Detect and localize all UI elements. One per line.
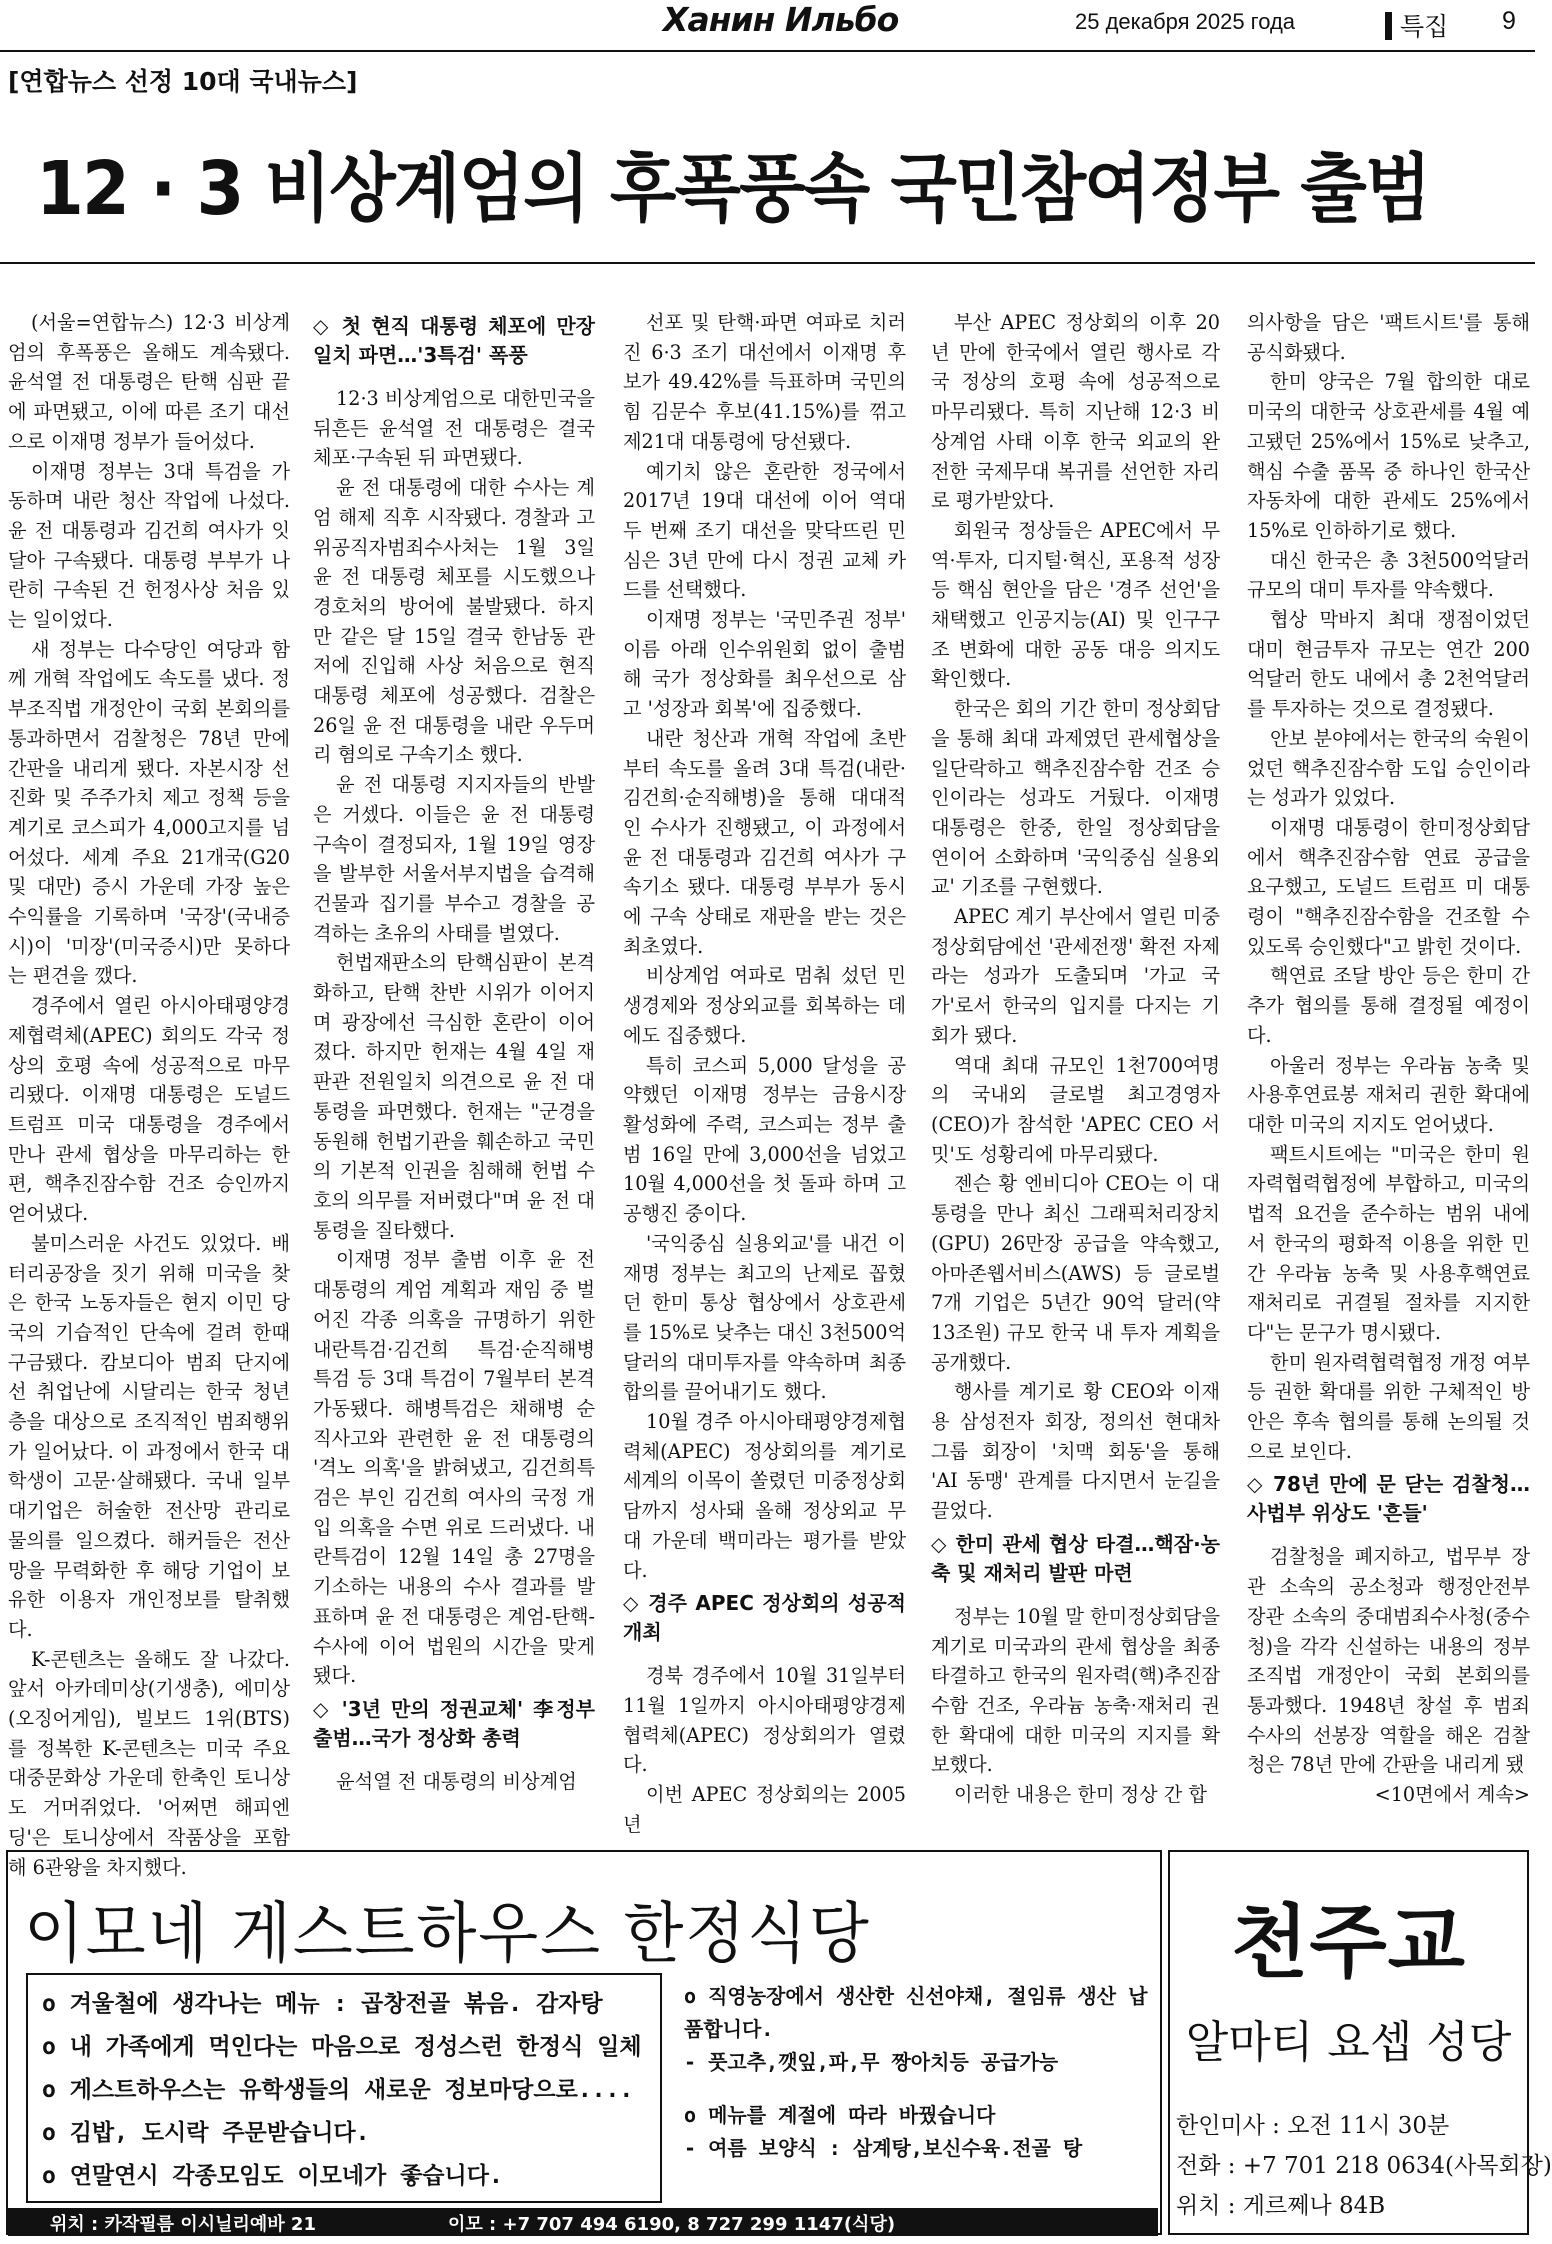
article-paragraph: 경북 경주에서 10월 31일부터 11월 1일까지 아시아태평양경제협력체(APEC) 정상회의가 열렸다. [623,1664,906,1777]
article-paragraph: '국익중심 실용외교'를 내건 이재명 정부는 최고의 난제로 꼽혔던 한미 통상 협상에서 상호관세를 15%로 낮추는 대신 3천500억 달러의 대미투자를 약속하며 최종 합의를 끌어내기도 했다. [623,1231,906,1404]
article-column-1 [8,308,290,1879]
article-paragraph: 선포 및 탄핵·파면 여파로 치러진 6·3 조기 대선에서 이재명 후보가 49.42%를 득표하며 국민의힘 김문수 후보(41.15%)를 꺾고 제21대 대통령에 당선됐다. [623,311,906,453]
article-paragraph: 윤 전 대통령 지지자들의 반발은 거셌다. 이들은 윤 전 대통령 구속이 결정되자, 1월 19일 영장을 발부한 서울서부지법을 습격해 건물과 집기를 부수고 경찰을 공격하는 초유의 사태를 벌였다. [313,773,595,945]
menu-item: o 연말연시 각종모임도 이모네가 좋습니다. [42,2163,503,2189]
restaurant-menu-box [26,1973,662,2203]
continued-note: <10면에서 계속> [1374,1783,1530,1807]
restaurant-location: 위치 : 카작필름 이시닐리예바 21 [50,2214,316,2235]
article-column-3 [623,308,906,1836]
issue-date: 25 декабря 2025 года [1075,9,1296,34]
church-ad-title: 천주교 [1231,1896,1466,1989]
article-paragraph: 예기치 않은 혼란한 정국에서 2017년 19대 대선에 이어 역대 두 번째 조기 대선을 맞닥뜨린 민심은 3년 만에 다시 정권 교체 카드를 선택했다. [623,459,906,602]
subheading: ◇ '3년 만의 정권교체' 李정부 출범…국가 정상화 총력 [313,1696,595,1750]
kicker: [연합뉴스 선정 10대 국내뉴스] [8,67,358,96]
restaurant-phone: 이모 : +7 707 494 6190, 8 727 299 1147(식당) [448,2214,896,2235]
subheading: ◇ 첫 현직 대통령 체포에 만장일치 파면…'3특검' 폭풍 [313,314,595,367]
farm-item: o 직영농장에서 생산한 신선야채, 절임류 생산 납품합니다. [684,1984,1148,2041]
article-paragraph: 윤석열 전 대통령의 비상계엄 [336,1769,577,1793]
article-column-4 [931,308,1220,1828]
article-paragraph: 한국은 회의 기간 한미 정상회담을 통해 최대 과제였던 관세협상을 일단락하고 핵추진잠수함 건조 승인이라는 성과도 거뒀다. 이재명 대통령은 한중, 한일 정상회담을 연이어 소화하며 '국익중심 실용외교' 기조를 구현했다. [931,697,1220,899]
article-column-5 [1247,308,1530,1828]
article-paragraph: 이재명 정부 출범 이후 윤 전 대통령의 계엄 계획과 재임 중 벌어진 각종 의혹을 규명하기 위한 내란특검·김건희 특검·순직해병 특검 등 3대 특검이 7월부터 본격 가동됐다. 해병특검은 채해병 순직사고와 관련한 윤 전 대통령의 '격노 의혹'을 밝혀냈고, 김건희특검은 부인 김건희 여사의 국정 개입 의혹을 수면 위로 드러냈다. 내란특검이 12월 14일 총 27명을 기소하는 내용의 수사 결과를 발표하며 윤 전 대통령은 계엄-탄핵-수사에 이어 법원의 시간을 맞게 됐다. [313,1248,595,1688]
article-paragraph: 불미스러운 사건도 있었다. 배터리공장을 짓기 위해 미국을 찾은 한국 노동자들은 현지 이민 당국의 기습적인 단속에 걸려 한때 구금됐다. 캄보디아 범죄 단지에선 취업난에 시달리는 한국 청년층을 대상으로 조직적인 범죄행위가 일어났다. 이 과정에서 한국 대학생이 고문·살해됐다. 국내 일부 대기업은 허술한 전산망 관리로 물의를 일으켰다. 해커들은 전산망을 무력화한 후 해당 기업이 보유한 이용자 개인정보를 탈취했다. [8,1231,290,1641]
article-paragraph: 행사를 계기로 황 CEO와 이재용 삼성전자 회장, 정의선 현대차그룹 회장이 '치맥 회동'을 통해 'AI 동맹' 관계를 다지면서 눈길을 끌었다. [931,1380,1220,1523]
subheading: ◇ 78년 만에 문 닫는 검찰청…사법부 위상도 '흔들' [1247,1472,1530,1526]
menu-item: o 게스트하우스는 유학생들의 새로운 정보마당으로.... [42,2077,634,2103]
article-paragraph: 12·3 비상계엄으로 대한민국을 뒤흔든 윤석열 전 대통령은 결국 체포·구속된 뒤 파면됐다. [313,387,595,470]
article-paragraph: 이재명 정부는 '국민주권 정부' 이름 아래 인수위원회 없이 출범해 국가 정상화를 최우선으로 삼고 '성장과 회복'에 집중했다. [623,608,906,721]
restaurant-farm-info [684,1980,1154,2165]
article-paragraph: 10월 경주 아시아태평양경제협력체(APEC) 정상회의를 계기로 세계의 이목이 쏠렸던 미중정상회담까지 성사돼 올해 정상외교 무대 가운데 백미라는 평가를 받았다. [623,1410,906,1582]
article-paragraph: 헌법재판소의 탄핵심판이 본격화하고, 탄핵 찬반 시위가 이어지며 광장에선 극심한 혼란이 이어졌다. 하지만 헌재는 4월 4일 재판관 전원일치 의견으로 윤 전 대통령을 파면했다. 헌재는 "군경을 동원해 헌법기관을 훼손하고 국민의 기본적 인권을 침해해 헌법 수호의 의무를 저버렸다"며 윤 전 대통령을 질타했다. [313,951,595,1242]
church-phone: 전화 : +7 701 218 0634(사목회장) [1176,2153,1552,2179]
headline: 12 · 3 비상계엄의 후폭풍속 국민참여정부 출범 [36,146,1430,232]
restaurant-contact-bar [8,2208,1158,2236]
farm-subitem: - 여름 보양식 : 삼계탕,보신수육.전골 탕 [684,2136,1083,2160]
article-paragraph: K-콘텐츠는 올해도 잘 나갔다. 앞서 아카데미상(기생충), 에미상(오징어게임), 빌보드 1위(BTS)를 정복한 K-콘텐츠는 미국 주요 대중문화상 가운데 한축인 토니상도 거머쥐었다. '어쩌면 해피엔딩'은 토니상에서 작품상을 포함해 6관왕을 차지했다. [8,1647,290,1879]
article-paragraph: 의사항을 담은 '팩트시트'를 통해 공식화됐다. [1247,311,1530,364]
article-paragraph: 핵연료 조달 방안 등은 한미 간 추가 협의를 통해 결정될 예정이다. [1247,964,1530,1047]
farm-item: o 메뉴를 계절에 따라 바꿨습니다 [684,2103,996,2127]
church-name: 알마티 요셉 성당 [1185,2017,1512,2068]
section-marker-bar [1385,12,1392,40]
page-number: 9 [1502,7,1516,35]
article-paragraph: 윤 전 대통령에 대한 수사는 계엄 해제 직후 시작됐다. 경찰과 고위공직자범죄수사처는 1월 3일 윤 전 대통령 체포를 시도했으나 경호처의 방어에 불발됐다. 하지만 같은 달 15일 결국 한남동 관저에 진입해 사상 처음으로 현직 대통령 체포에 성공했다. 검찰은 26일 윤 전 대통령을 내란 우두머리 혐의로 구속기소 했다. [313,476,595,767]
article-paragraph: 정부는 10월 말 한미정상회담을 계기로 미국과의 관세 협상을 최종 타결하고 한국의 원자력(핵)추진잠수함 건조, 우라늄 농축·재처리 권한 확대에 대한 미국의 지지를 확보했다. [931,1604,1220,1777]
restaurant-ad-title: 이모네 게스트하우스 한정식당 [24,1895,871,1972]
article-paragraph: 아울러 정부는 우라늄 농축 및 사용후연료봉 재처리 권한 확대에 대한 미국의 지지도 얻어냈다. [1247,1053,1530,1136]
masthead: Ханин Ильбо [663,0,899,39]
farm-subitem: - 풋고추,깻잎,파,무 짱아치등 공급가능 [684,2050,1059,2074]
article-paragraph: 안보 분야에서는 한국의 숙원이었던 핵추진잠수함 도입 승인이라는 성과가 있었다. [1247,726,1530,810]
article-paragraph: 검찰청을 폐지하고, 법무부 장관 소속의 공소청과 행정안전부 장관 소속의 중대범죄수사청(중수청)을 각각 신설하는 내용의 정부조직법 개정안이 국회 본회의를 통과했다. 1948년 창설 후 범죄 수사의 선봉장 역할을 해온 검찰청은 78년 만에 간판을 내리게 됐 [1247,1545,1530,1777]
mass-time: 한인미사 : 오전 11시 30분 [1176,2113,1450,2139]
church-location: 위치 : 게르쩨나 84B [1176,2193,1386,2219]
menu-item: o 겨울철에 생각나는 메뉴 : 곱창전골 볶음. 감자탕 [42,1991,603,2017]
menu-item: o 김밥, 도시락 주문받습니다. [42,2120,370,2146]
article-paragraph: 회원국 정상들은 APEC에서 무역·투자, 디지털·혁신, 포용적 성장 등 핵심 현안을 담은 '경주 선언'을 채택했고 인공지능(AI) 및 인구구조 변화에 대한 공동 대응 의지도 확인했다. [931,518,1220,691]
article-paragraph: 경주에서 열린 아시아태평양경제협력체(APEC) 회의도 각국 정상의 호평 속에 성공적으로 마무리됐다. 이재명 대통령은 도널드 트럼프 미국 대통령을 경주에서 만나 관세 협상을 마무리하는 한편, 핵추진잠수함 건조 승인까지 얻어냈다. [8,994,290,1226]
article-paragraph: 비상계엄 여파로 멈춰 섰던 민생경제와 정상외교를 회복하는 데에도 집중했다. [623,964,906,1047]
article-paragraph: 내란 청산과 개혁 작업에 초반부터 속도를 올려 3대 특검(내란·김건희·순직해병)을 통해 대대적인 수사가 진행됐고, 이 과정에서 윤 전 대통령과 김건희 여사가 구속기소 됐다. 대통령 부부가 동시에 구속 상태로 재판을 받는 것은 최초였다. [623,726,906,958]
church-info [1176,2106,1552,2226]
article-paragraph: 협상 막바지 최대 쟁점이었던 대미 현금투자 규모는 연간 200억달러 한도 내에서 총 2천억달러를 투자하는 것으로 결정됐다. [1247,608,1530,721]
subheading: ◇ 한미 관세 협상 타결…핵잠·농축 및 재처리 발판 마련 [931,1531,1220,1585]
page-header [0,0,1535,50]
article-paragraph: 부산 APEC 정상회의 이후 20년 만에 한국에서 열린 행사로 각국 정상의 호평 속에 성공적으로 마무리됐다. 특히 지난해 12·3 비상계엄 사태 이후 한국 외교의 완전한 국제무대 복귀를 선언한 자리로 평가받았다. [931,311,1220,513]
header-rule [0,50,1535,52]
article-paragraph: (서울=연합뉴스) 12·3 비상계엄의 후폭풍은 올해도 계속됐다. 윤석열 전 대통령은 탄핵 심판 끝에 파면됐고, 이에 따른 조기 대선으로 이재명 정부가 들어섰다. [8,311,290,453]
article-paragraph: 이번 APEC 정상회의는 2005년 [623,1783,906,1836]
headline-rule [0,262,1535,264]
menu-item: o 내 가족에게 먹인다는 마음으로 정성스런 한정식 일체 [42,2034,642,2060]
article-paragraph: 한미 양국은 7월 합의한 대로 미국의 대한국 상호관세를 4월 예고됐던 25%에서 15%로 낮추고, 핵심 수출 품목 중 하나인 한국산 자동차에 대한 관세도 25%에서 15%로 인하하기로 했다. [1247,370,1530,542]
article-paragraph: 이재명 대통령이 한미정상회담에서 핵추진잠수함 연료 공급을 요구했고, 도널드 트럼프 미 대통령이 "핵추진잠수함을 건조할 수 있도록 승인했다"고 밝힌 것이다. [1247,815,1530,958]
section-name: 특집 [1400,12,1449,41]
article-paragraph: 특히 코스피 5,000 달성을 공약했던 이재명 정부는 금융시장 활성화에 주력, 코스피는 정부 출범 16일 만에 3,000선을 넘었고 10월 4,000선을 첫 돌파 하며 고공행진 중이다. [623,1053,906,1226]
article-paragraph: 이재명 정부는 3대 특검을 가동하며 내란 청산 작업에 나섰다. 윤 전 대통령과 김건희 여사가 잇달아 구속됐다. 대통령 부부가 나란히 구속된 건 헌정사상 처음 있는 일이었다. [8,459,290,632]
article-paragraph: 한미 원자력협력협정 개정 여부 등 권한 확대를 위한 구체적인 방안은 후속 협의를 통해 논의될 것으로 보인다. [1247,1350,1530,1463]
article-column-2 [313,308,595,1828]
article-paragraph: 새 정부는 다수당인 여당과 함께 개혁 작업에도 속도를 냈다. 정부조직법 개정안이 국회 본회의를 통과하면서 검찰청은 78년 만에 간판을 내리게 됐다. 자본시장 선진화 및 주주가치 제고 정책 등을 계기로 코스피가 4,000고지를 넘어섰다. 세계 주요 21개국(G20 및 대만) 증시 가운데 가장 높은 수익률을 기록하며 '국장'(국내증시)이 '미장'(미국증시)만 못하다는 편견을 깼다. [8,637,290,988]
article-paragraph: 젠슨 황 엔비디아 CEO는 이 대통령을 만나 최신 그래픽처리장치(GPU) 26만장 공급을 약속했고, 아마존웹서비스(AWS) 등 글로벌 7개 기업은 5년간 90억 달러(약 13조원) 규모 한국 내 투자 계획을 공개했다. [931,1172,1220,1374]
subheading: ◇ 경주 APEC 정상회의 성공적 개최 [623,1591,906,1645]
article-paragraph: 팩트시트에는 "미국은 한미 원자력협력협정에 부합하고, 미국의 법적 요건을 준수하는 범위 내에서 한국의 평화적 이용을 위한 민간 우라늄 농축 및 사용후핵연료 재처리로 귀결될 절차를 지지한다"는 문구가 명시됐다. [1247,1142,1530,1344]
article-paragraph: APEC 계기 부산에서 열린 미중 정상회담에선 '관세전쟁' 확전 자제라는 성과가 도출되며 '가교 국가'로서 한국의 입지를 다지는 기회가 됐다. [931,905,1220,1047]
article-paragraph: 대신 한국은 총 3천500억달러 규모의 대미 투자를 약속했다. [1247,548,1530,602]
article-paragraph: 역대 최대 규모인 1천700여명의 국내외 글로벌 최고경영자(CEO)가 참석한 'APEC CEO 서밋'도 성황리에 마무리됐다. [931,1053,1220,1166]
article-paragraph: 이러한 내용은 한미 정상 간 합 [954,1783,1207,1807]
